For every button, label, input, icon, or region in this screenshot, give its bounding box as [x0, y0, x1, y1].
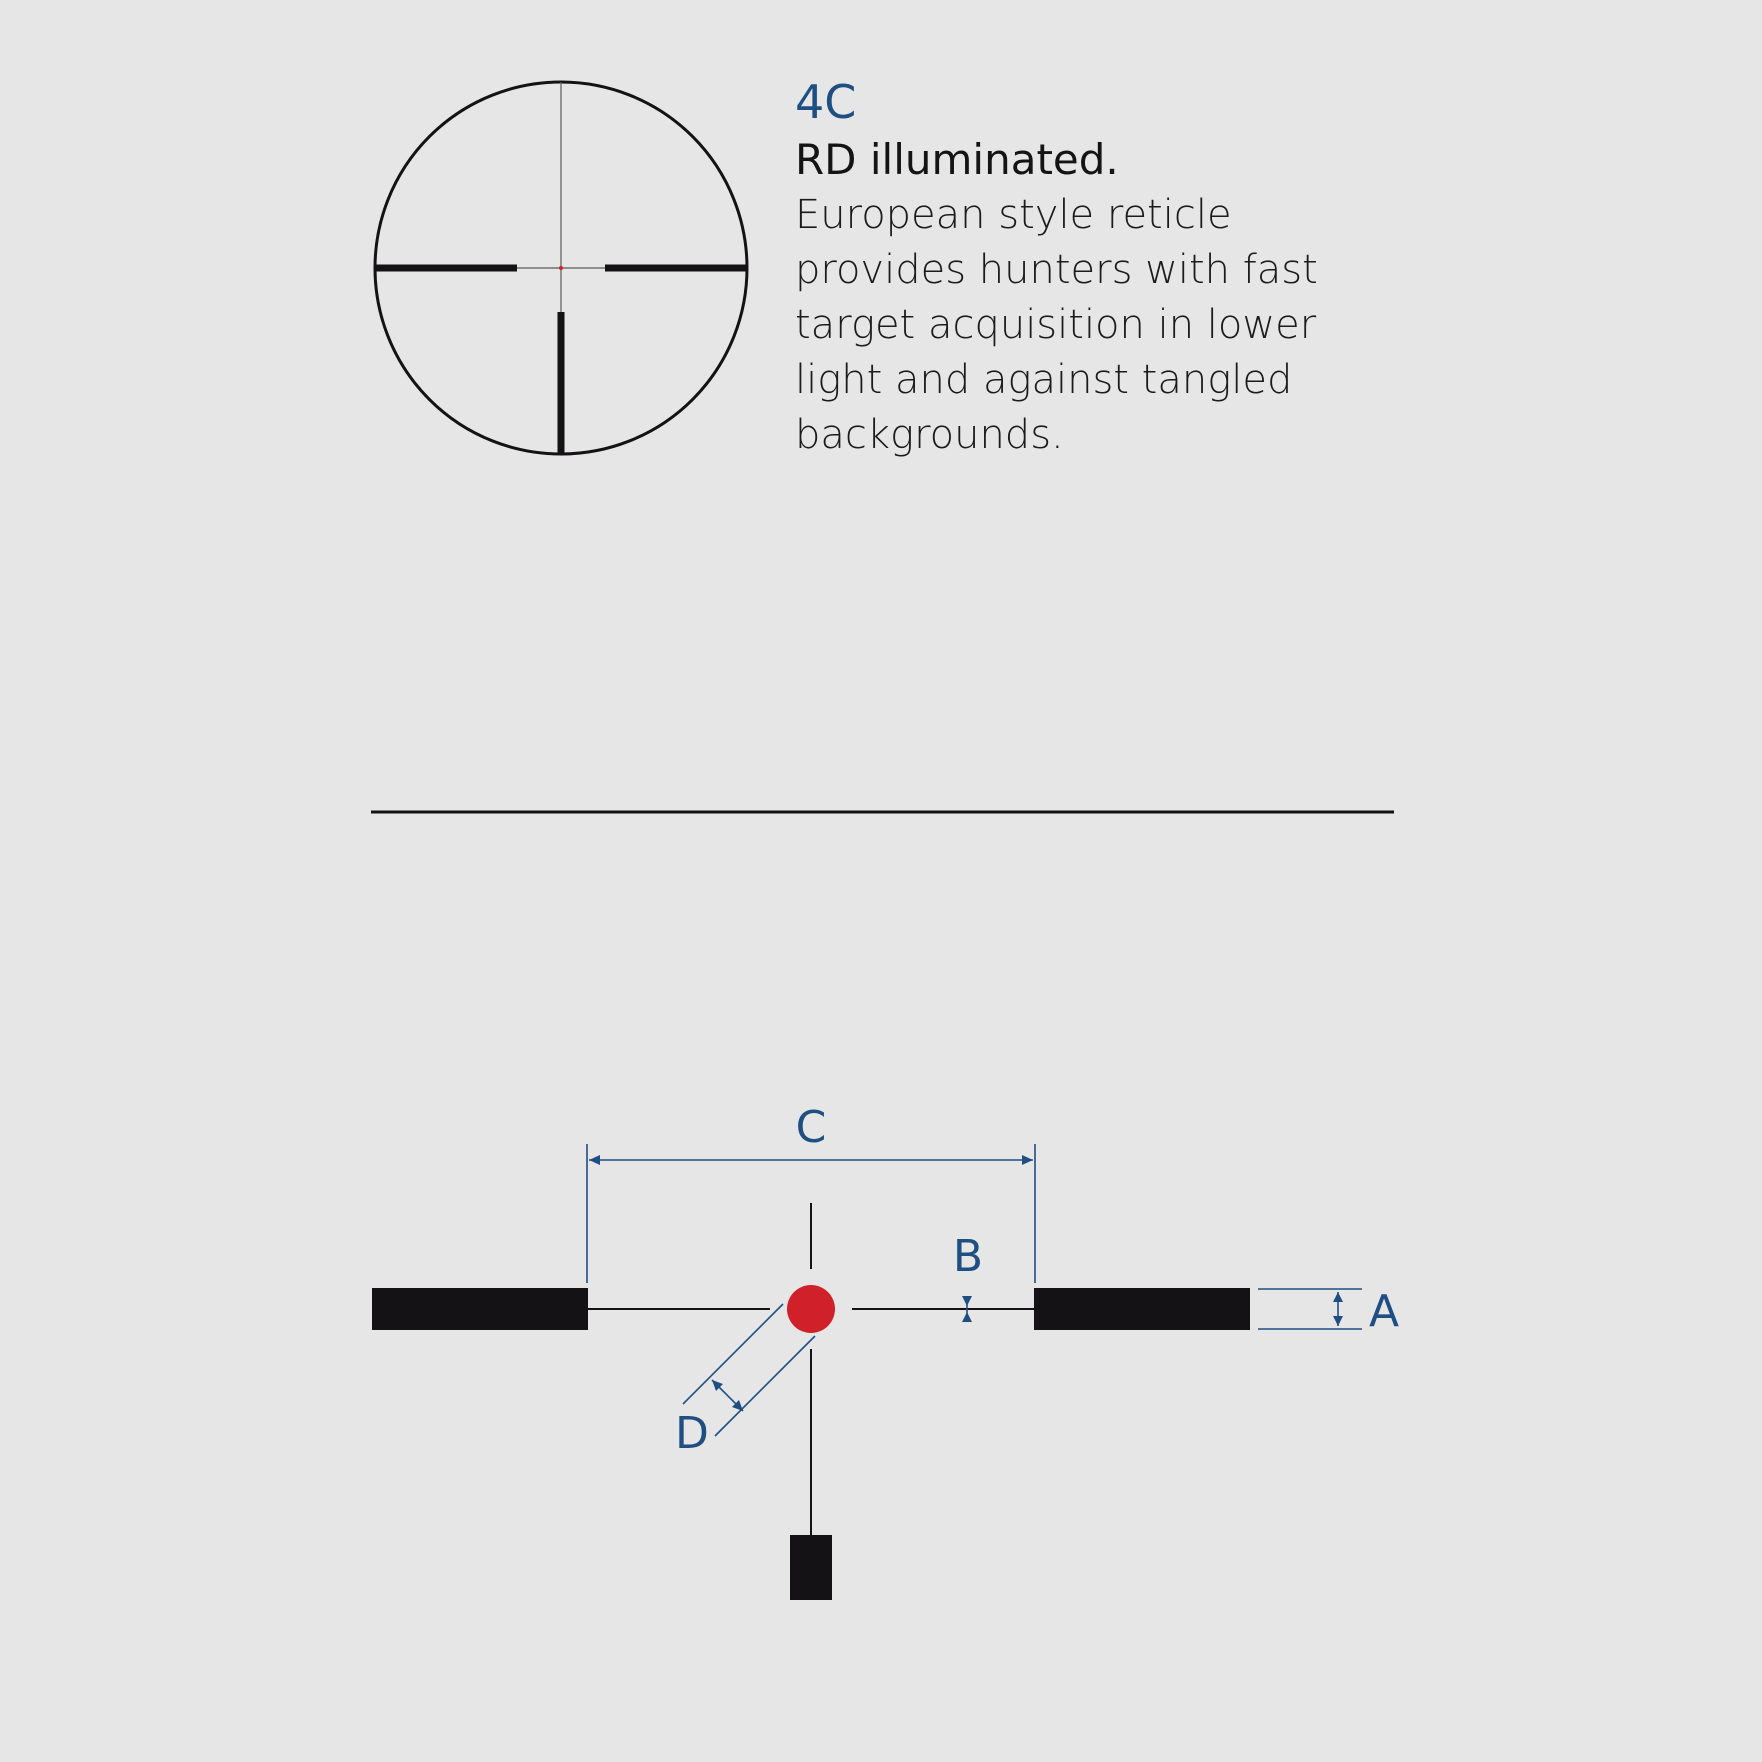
dimension-a-label: A [1368, 1286, 1400, 1337]
detail-left-post [372, 1288, 588, 1330]
dimension-b-label: B [952, 1231, 984, 1282]
dimension-c-label: C [795, 1102, 827, 1153]
reticle-detail-diagram [372, 1102, 1399, 1600]
dimension-d-label: D [675, 1408, 709, 1459]
detail-right-post [1034, 1288, 1250, 1330]
reticle-name: 4C [795, 75, 857, 129]
reticle-center-dot [559, 266, 563, 270]
reticle-description: European style reticle provides hunters with fast target acquisition in lower light and against tangled backgrounds. [795, 192, 1318, 458]
reticle-info [795, 72, 1355, 463]
illuminated-red-dot [787, 1285, 835, 1333]
dimension-a [1258, 1289, 1362, 1329]
reticle-title: RD illuminated. [795, 135, 1119, 184]
